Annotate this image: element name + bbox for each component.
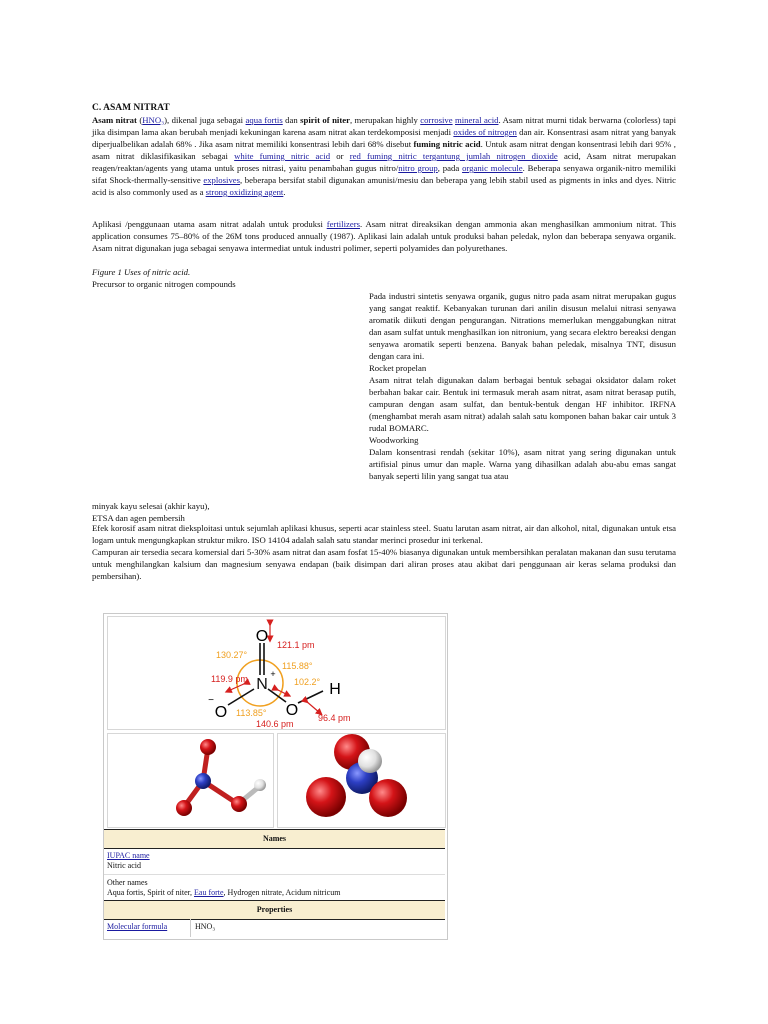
etsa-paragraph-1: Efek korosif asam nitrat dieksploitasi untuk sejumlah aplikasi khusus, seperti acar stainless steel. Suatu larutan asam nitrat, air dan alkohol, nital, digunakan untuk etsa logam untuk mengungkapkan struktur mikro. ISO 14104 adalah salah satu standar merinci prosedur ini terkenal. (92, 523, 676, 545)
text: Aplikasi /penggunaan utama asam nitrat adalah untuk produksi (92, 219, 327, 229)
names-header: Names (104, 829, 445, 849)
bond-length-arrow (306, 701, 320, 713)
link-organic-molecule[interactable]: organic molecule (462, 163, 523, 173)
text: dan air. Konsentrasi asam nitrat yang banyak diperjualbelikan adalah 68% . Jika asam nitrat memiliki konsentrasi lebih dari 68% disebut (92, 127, 676, 149)
text: , beberapa bersifat stabil digunakan amunisi/mesiu dan beberapa yang lebih stabil used as pigments in inks and dyes. Nitric acid is also commonly used as a (92, 175, 677, 197)
atom-h: H (329, 681, 341, 698)
term-asam-nitrat: Asam nitrat (92, 115, 137, 125)
etsa-heading: ETSA dan agen pembersih (92, 513, 185, 523)
link-aqua-fortis[interactable]: aqua fortis (245, 115, 283, 125)
bond-n-o-left (228, 689, 254, 705)
text: Aqua fortis, Spirit of niter, (107, 888, 194, 897)
hydrogen-atom (358, 749, 382, 773)
space-filling-model-panel[interactable] (277, 733, 446, 828)
label-121-pm: 121.1 pm (277, 640, 315, 650)
other-names-label: Other names (107, 878, 148, 887)
link-hno3[interactable]: HNO₃ (142, 115, 165, 125)
text: , Hydrogen nitrate, Acidum nitricum (223, 888, 341, 897)
text: . Untuk asam nitrat dengan konsentrasi lebih dari 95% , asam nitrat diklasifikasikan sebagai (92, 139, 676, 161)
section-heading: C. ASAM NITRAT (92, 103, 170, 113)
link-red-fuming[interactable]: red fuming nitric tergantung jumlah nitrogen dioxide (349, 151, 558, 161)
oxygen-atom (231, 796, 247, 812)
oxygen-atom (369, 779, 407, 817)
divider (104, 874, 445, 875)
charge-minus: − (208, 695, 214, 706)
link-corrosive[interactable]: corrosive (420, 115, 453, 125)
term-fuming-nitric-acid: fuming nitric acid (413, 139, 481, 149)
oxygen-atom (306, 777, 346, 817)
label-119-pm: 119.9 pm (211, 674, 248, 684)
nitric-acid-structure-diagram (108, 617, 445, 729)
text: or (330, 151, 350, 161)
atom-n: N (256, 676, 268, 693)
link-oxidizing-agent[interactable]: strong oxidizing agent (205, 187, 284, 197)
iupac-name-row (107, 851, 150, 871)
molecular-formula-label-cell (107, 922, 187, 932)
text: ( (136, 115, 143, 125)
woodworking-paragraph: Dalam konsentrasi rendah (sekitar 10%), asam nitrat yang sering digunakan untuk artifisial pinus umur dan maple. Warna yang dihasilkan adalah abu-abu emas sangat banyak seperti lilin yang sangat tua atau (369, 447, 676, 481)
link-molecular-formula[interactable]: Molecular formula (107, 922, 168, 931)
rocket-heading: Rocket propelan (369, 363, 427, 373)
atom-o-right: O (285, 702, 299, 719)
text: ), dikenal juga sebagai (164, 115, 246, 125)
divider (190, 919, 191, 937)
oxygen-atom (200, 739, 216, 755)
right-column (369, 290, 676, 482)
application-paragraph (92, 218, 676, 254)
woodworking-tail: minyak kayu selesai (akhir kayu), (92, 501, 210, 511)
text: dan (282, 115, 301, 125)
link-mineral-acid[interactable]: mineral acid (455, 115, 499, 125)
infobox (103, 613, 448, 940)
atom-o-left: O (214, 704, 228, 721)
atom-o-top: O (255, 628, 269, 645)
structure-diagram-panel[interactable] (107, 616, 446, 730)
text: acid, Asam nitrat merupakan reagen/reaktan/agents yang utama untuk proses nitrasi, yaitu penambahan gugus nitro/ (92, 151, 677, 173)
text: . Asam nitrat murni tidak berwarna (colorless) tapi jika disimpan lama akan berubah menjadi kekuningan karena asam nitrat akan terdekomposisi menjadi (92, 115, 676, 137)
precursor-paragraph: Pada industri sintetis senyawa organik, gugus nitro pada asam nitrat merupakan gugus yang sangat reaktif. Kebanyakan turunan dari anilin disusun melalui nitrasi senyawa aromatik diikuti dengan pengurangan. Nitrations memerlukan menggabungkan nitrat dan asam sulfat untuk menghasilkan ion nitronium, yang secara elektro bereaksi dengan senyawa aromatik seperti benzena. Banyak bahan peledak, misalnya TNT, disusun dengan cara ini. (369, 291, 676, 361)
label-angle-115: 115.88° (282, 661, 313, 671)
link-iupac-name[interactable]: IUPAC name (107, 851, 150, 860)
link-oxides-of-nitrogen[interactable]: oxides of nitrogen (453, 127, 517, 137)
label-96-pm: 96.4 pm (318, 713, 351, 723)
link-explosives[interactable]: explosives (203, 175, 241, 185)
ball-stick-model-panel[interactable] (107, 733, 274, 828)
charge-plus: + (270, 669, 276, 679)
oxygen-atom (176, 800, 192, 816)
iupac-name-value: Nitric acid (107, 861, 141, 870)
bond-o-h (298, 691, 323, 703)
figure-caption: Figure 1 Uses of nitric acid. (92, 267, 191, 277)
molecular-formula-value: HNO₃ (195, 922, 216, 931)
hydrogen-atom (254, 779, 266, 791)
label-140-pm: 140.6 pm (256, 719, 294, 729)
rocket-paragraph: Asam nitrat telah digunakan dalam berbagai bentuk sebagai oksidator dalam roket berbahan bakar cair. Bentuk ini termasuk merah asam nitrat, asam nitrat berasap putih, campuran dengan asam sulfat, dan bentuk-bentuk dengan HF inhibitor. IRFNA (menghambat merah asam nitrat) adalah salah satu komponen bahan bakar cair untuk 3 rudal BOMARC. (369, 375, 676, 433)
label-angle-102: 102.2° (294, 677, 321, 687)
intro-paragraph (92, 114, 676, 198)
label-angle-113: 113.85° (236, 708, 267, 718)
properties-header: Properties (104, 900, 445, 920)
woodworking-heading: Woodworking (369, 435, 419, 445)
text: , merupakan highly (349, 115, 421, 125)
text: . Beberapa senyawa organik-nitro memiliki sifat Shock-thermally-sensitive (92, 163, 676, 185)
label-angle-130: 130.27° (216, 650, 248, 660)
ball-and-stick-model (108, 734, 273, 827)
nitrogen-atom (195, 773, 211, 789)
other-names-row (107, 878, 340, 898)
text: , pada (437, 163, 463, 173)
link-nitro-group[interactable]: nitro group (398, 163, 438, 173)
etsa-paragraph-2: Campuran air tersedia secara komersial dari 5-30% asam nitrat dan asam fosfat 15-40% biasanya digunakan untuk membersihkan peralatan makanan dan susu terutama untuk menghilangkan kalsium dan magnesium senyawa endapan (baik disimpan dari aliran proses atau akibat dari penggunaan air keras selama produksi dan pembersihan). (92, 547, 676, 581)
term-spirit-of-niter: spirit of niter (300, 115, 350, 125)
link-eau-forte[interactable]: Eau forte (194, 888, 224, 897)
text: . (283, 187, 286, 197)
link-white-fuming[interactable]: white fuming nitric acid (234, 151, 331, 161)
text: . Asam nitrat direaksikan dengan ammonia akan menghasilkan ammonium nitrat. This application consumes 75–80% of the 26M tons produced annually (1987). Aplikasi lain adalah untuk produksi bahan peledak, nylon dan beberapa senyawa organik. Asam nitrat digunakan juga sebagai senyawa intermediat untuk industri polimer, seperti polyamides dan polyurethanes. (92, 219, 676, 253)
space-filling-model (278, 734, 445, 827)
link-fertilizers[interactable]: fertilizers (326, 219, 360, 229)
bond-n-o-right (268, 689, 286, 702)
precursor-heading: Precursor to organic nitrogen compounds (92, 279, 236, 289)
